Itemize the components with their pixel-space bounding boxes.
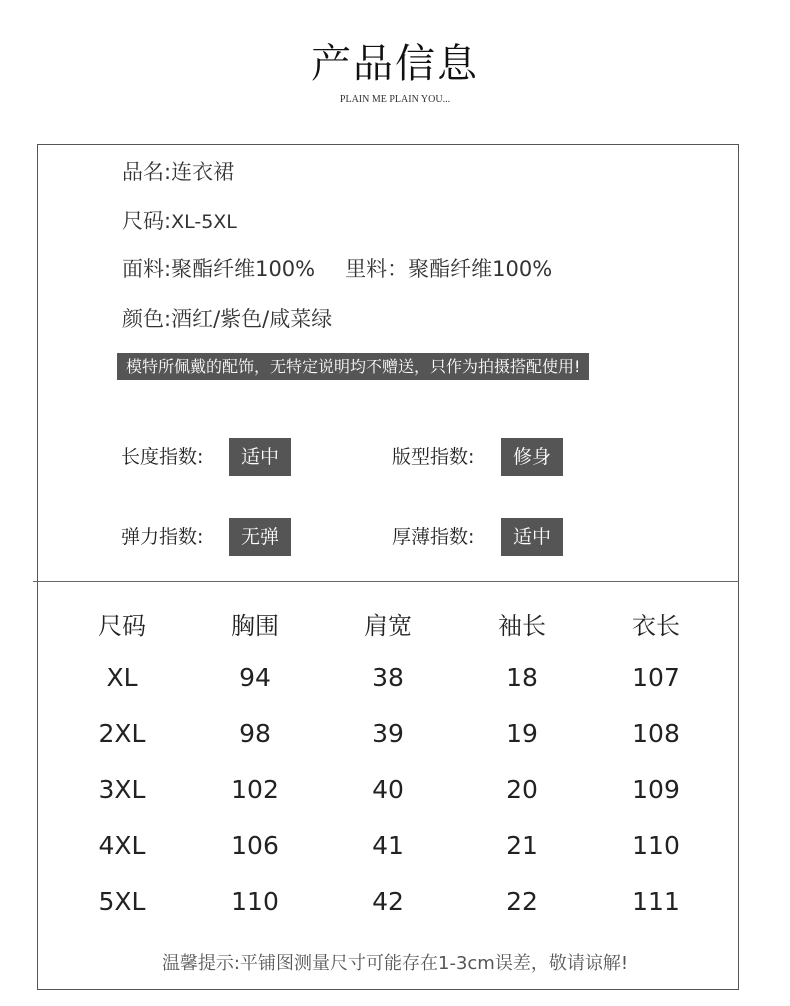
table-header-size: 尺码 (98, 612, 146, 640)
thickness-index-badge: 适中 (501, 518, 563, 556)
table-cell: 40 (372, 775, 404, 804)
product-fabric-line (122, 253, 552, 283)
table-cell: 38 (372, 663, 404, 692)
table-cell: 2XL (98, 719, 146, 748)
table-cell: 109 (632, 775, 680, 804)
thickness-index-label: 厚薄指数: (392, 526, 475, 548)
product-fabric-value: 聚酯纤维100% (171, 257, 316, 281)
product-name-line (122, 156, 234, 186)
accessory-notice: 模特所佩戴的配饰，无特定说明均不赠送，只作为拍摄搭配使用! (117, 353, 589, 380)
fit-index-label: 版型指数: (392, 446, 475, 468)
table-cell: 5XL (98, 887, 146, 916)
table-cell: 22 (506, 887, 538, 916)
table-cell: 42 (372, 887, 404, 916)
product-color-label: 颜色: (122, 307, 172, 331)
product-size-line (122, 205, 237, 235)
length-index-badge: 适中 (229, 438, 291, 476)
table-cell: 94 (239, 663, 271, 692)
table-cell: 102 (231, 775, 279, 804)
table-cell: 21 (506, 831, 538, 860)
table-header-sleeve: 袖长 (498, 612, 546, 640)
table-cell: 39 (372, 719, 404, 748)
product-lining-label: 里料： (345, 257, 409, 281)
elasticity-index-label: 弹力指数: (121, 526, 204, 548)
table-header-shoulder: 肩宽 (364, 612, 412, 640)
product-color-value: 酒红/紫色/咸菜绿 (171, 307, 333, 331)
elasticity-index-badge: 无弹 (229, 518, 291, 556)
product-size-value: XL-5XL (171, 211, 237, 233)
table-cell: 18 (506, 663, 538, 692)
table-cell: 20 (506, 775, 538, 804)
table-cell: 111 (632, 887, 680, 916)
table-cell: 98 (239, 719, 271, 748)
table-cell: XL (106, 663, 138, 692)
table-cell: 108 (632, 719, 680, 748)
table-header-length: 衣长 (632, 612, 680, 640)
table-cell: 3XL (98, 775, 146, 804)
product-name-value: 连衣裙 (171, 160, 235, 184)
table-cell: 110 (632, 831, 680, 860)
product-size-label: 尺码: (122, 209, 172, 233)
fit-index-badge: 修身 (501, 438, 563, 476)
table-cell: 4XL (98, 831, 146, 860)
table-cell: 110 (231, 887, 279, 916)
table-cell: 41 (372, 831, 404, 860)
length-index-label: 长度指数: (121, 446, 204, 468)
product-name-label: 品名: (122, 160, 172, 184)
product-color-line (122, 303, 332, 333)
section-divider (33, 581, 739, 582)
table-cell: 106 (231, 831, 279, 860)
product-fabric-label: 面料: (122, 257, 172, 281)
table-header-chest: 胸围 (231, 612, 279, 640)
measurement-note: 温馨提示:平铺图测量尺寸可能存在1-3cm误差，敬请谅解! (161, 953, 629, 974)
page-subtitle: PLAIN ME PLAIN YOU... (339, 94, 451, 105)
table-cell: 107 (632, 663, 680, 692)
table-cell: 19 (506, 719, 538, 748)
product-lining-value: 聚酯纤维100% (408, 257, 553, 281)
page-title: 产品信息 (311, 41, 479, 87)
